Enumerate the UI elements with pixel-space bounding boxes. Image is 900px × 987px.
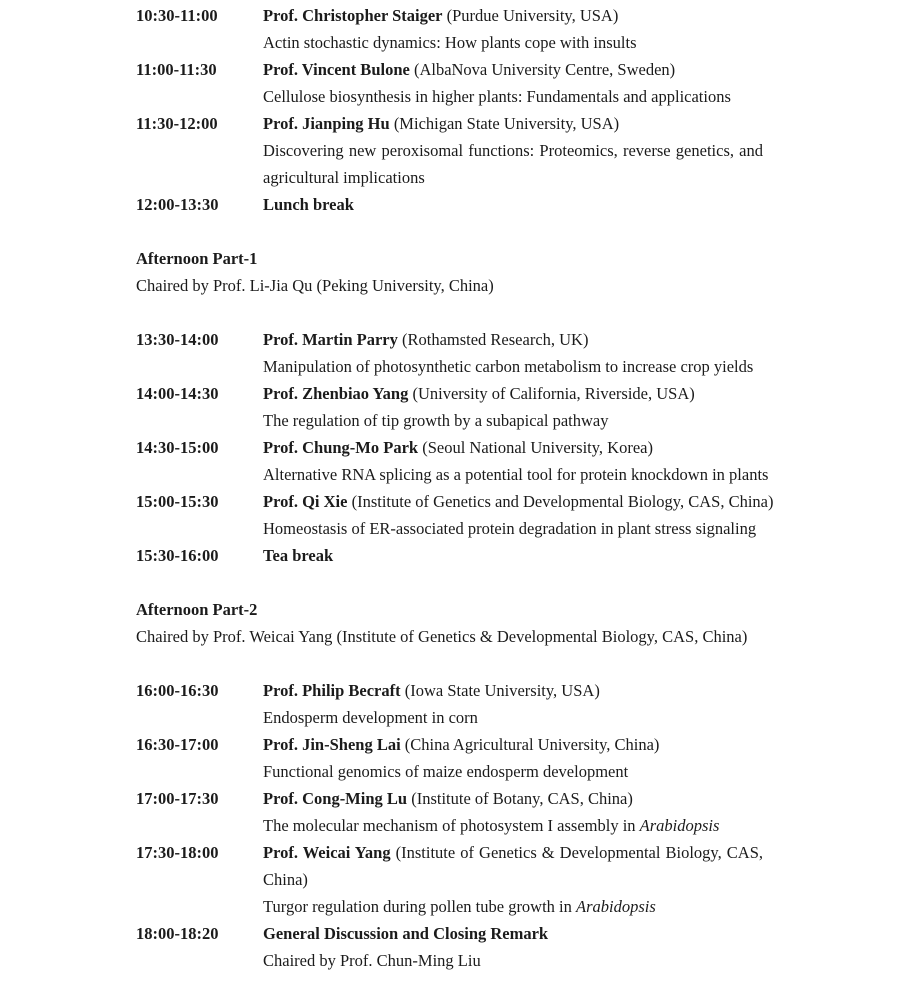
- entry: [263, 920, 763, 974]
- entry: [263, 2, 763, 56]
- entry-line: [263, 704, 763, 731]
- entry: [263, 785, 763, 839]
- entry-line: [263, 947, 763, 974]
- time-slot: 15:30-16:00: [136, 546, 219, 565]
- text-segment: agricultural implications: [263, 168, 425, 187]
- text-segment: (Iowa State University, USA): [400, 681, 600, 700]
- entry: [263, 434, 769, 488]
- entry-line: [263, 29, 763, 56]
- schedule: [136, 2, 900, 974]
- text-segment: Prof. Cong-Ming Lu: [263, 789, 408, 808]
- entry-line: [263, 326, 763, 353]
- text-segment: Prof. Christopher Staiger: [263, 6, 443, 25]
- text-segment: Prof. Vincent Bulone: [263, 60, 410, 79]
- text-segment: Endosperm development in corn: [263, 708, 478, 727]
- text-segment: Alternative RNA splicing as a potential tool for protein knockdown in plants: [263, 465, 769, 484]
- text-segment: Prof. Qi Xie: [263, 492, 348, 511]
- entry-line: [263, 515, 763, 542]
- schedule-row: [136, 839, 900, 920]
- entry-line: [263, 731, 763, 758]
- entry-line: [263, 488, 774, 515]
- schedule-row: [136, 677, 900, 731]
- entry-line: [263, 677, 763, 704]
- text-segment: Prof. Philip Becraft: [263, 681, 401, 700]
- text-segment: (Michigan State University, USA): [389, 114, 620, 133]
- schedule-row: [136, 110, 900, 191]
- entry: [263, 488, 774, 542]
- entry: [263, 677, 763, 731]
- text-segment: The regulation of tip growth by a subapical pathway: [263, 411, 609, 430]
- text-segment: Prof. Chung-Mo Park: [263, 438, 419, 457]
- entry: [263, 326, 763, 380]
- entry: [263, 110, 763, 191]
- text-segment: (University of California, Riverside, USA): [408, 384, 695, 403]
- schedule-row: [136, 542, 900, 569]
- schedule-row: [136, 380, 900, 434]
- entry-line: [263, 893, 763, 920]
- text-segment: Prof. Jin-Sheng Lai: [263, 735, 401, 754]
- time-slot: 16:30-17:00: [136, 735, 219, 754]
- time-slot: 17:30-18:00: [136, 843, 219, 862]
- schedule-row: [136, 191, 900, 218]
- entry: [263, 380, 763, 434]
- text-segment: Discovering new peroxisomal functions: Proteomics, reverse genetics, and: [263, 141, 763, 160]
- text-segment: (Institute of Genetics and Developmental Biology, CAS, China): [347, 492, 774, 511]
- text-segment: (Institute of Botany, CAS, China): [407, 789, 633, 808]
- entry: [263, 542, 763, 569]
- text-segment: Arabidopsis: [576, 897, 656, 916]
- text-segment: (Purdue University, USA): [442, 6, 619, 25]
- time-slot: 13:30-14:00: [136, 330, 219, 349]
- text-segment: Actin stochastic dynamics: How plants cope with insults: [263, 33, 637, 52]
- time-slot: 14:30-15:00: [136, 438, 219, 457]
- schedule-row: [136, 434, 900, 488]
- session-title: Afternoon Part-1: [136, 249, 258, 268]
- time-slot: 11:00-11:30: [136, 60, 217, 79]
- entry: [263, 731, 763, 785]
- entry-line: [263, 137, 763, 164]
- schedule-row: [136, 785, 900, 839]
- time-slot: 17:00-17:30: [136, 789, 219, 808]
- entry-line: [263, 83, 763, 110]
- session-chair: Chaired by Prof. Weicai Yang (Institute of Genetics & Developmental Biology, CAS, China): [136, 627, 748, 646]
- entry-line: [263, 191, 763, 218]
- entry-line: [263, 758, 763, 785]
- time-slot: 10:30-11:00: [136, 6, 218, 25]
- schedule-row: [136, 2, 900, 56]
- text-segment: Turgor regulation during pollen tube growth in: [263, 897, 577, 916]
- entry: [263, 839, 763, 920]
- text-segment: The molecular mechanism of photosystem I assembly in: [263, 816, 640, 835]
- text-segment: Cellulose biosynthesis in higher plants: Fundamentals and applications: [263, 87, 731, 106]
- schedule-row: [136, 326, 900, 380]
- time-slot: 16:00-16:30: [136, 681, 219, 700]
- time-slot: 12:00-13:30: [136, 195, 219, 214]
- text-segment: (AlbaNova University Centre, Sweden): [409, 60, 676, 79]
- text-segment: Homeostasis of ER-associated protein degradation in plant stress signaling: [263, 519, 757, 538]
- session-title: Afternoon Part-2: [136, 600, 258, 619]
- text-segment: (Rothamsted Research, UK): [397, 330, 589, 349]
- entry-line: [263, 380, 763, 407]
- entry-line: [263, 866, 763, 893]
- entry-line: [263, 785, 763, 812]
- text-segment: Arabidopsis: [639, 816, 720, 835]
- time-slot: 14:00-14:30: [136, 384, 219, 403]
- program-section: [136, 2, 900, 218]
- session-chair: Chaired by Prof. Li-Jia Qu (Peking University, China): [136, 276, 494, 295]
- entry-line: [263, 434, 763, 461]
- text-segment: Tea break: [263, 546, 334, 565]
- text-segment: Functional genomics of maize endosperm development: [263, 762, 629, 781]
- text-segment: Chaired by Prof. Chun-Ming Liu: [263, 951, 481, 970]
- text-segment: Prof. Weicai Yang: [263, 843, 391, 862]
- text-segment: Manipulation of photosynthetic carbon metabolism to increase crop yields: [263, 357, 754, 376]
- text-segment: Prof. Zhenbiao Yang: [263, 384, 409, 403]
- schedule-row: [136, 731, 900, 785]
- schedule-row: [136, 488, 900, 542]
- time-slot: 18:00-18:20: [136, 924, 219, 943]
- entry-line: [263, 56, 763, 83]
- text-segment: China): [263, 870, 308, 889]
- text-segment: Prof. Martin Parry: [263, 330, 398, 349]
- entry-line: [263, 2, 763, 29]
- program-section: [136, 596, 900, 974]
- entry-line: [263, 164, 763, 191]
- entry-line: [263, 461, 769, 488]
- text-segment: Lunch break: [263, 195, 354, 214]
- text-segment: General Discussion and Closing Remark: [263, 924, 549, 943]
- text-segment: Prof. Jianping Hu: [263, 114, 390, 133]
- entry-line: [263, 407, 763, 434]
- schedule-row: [136, 56, 900, 110]
- time-slot: 11:30-12:00: [136, 114, 218, 133]
- schedule-row: [136, 920, 900, 974]
- time-slot: 15:00-15:30: [136, 492, 219, 511]
- entry-line: [263, 110, 763, 137]
- text-segment: (Institute of Genetics & Developmental Biology, CAS,: [390, 843, 764, 862]
- entry-line: [263, 542, 763, 569]
- entry: [263, 56, 763, 110]
- program-section: [136, 245, 900, 569]
- text-segment: (China Agricultural University, China): [400, 735, 660, 754]
- entry: [263, 191, 763, 218]
- entry-line: [263, 920, 763, 947]
- entry-line: [263, 812, 763, 839]
- text-segment: (Seoul National University, Korea): [418, 438, 653, 457]
- entry-line: [263, 839, 763, 866]
- entry-line: [263, 353, 763, 380]
